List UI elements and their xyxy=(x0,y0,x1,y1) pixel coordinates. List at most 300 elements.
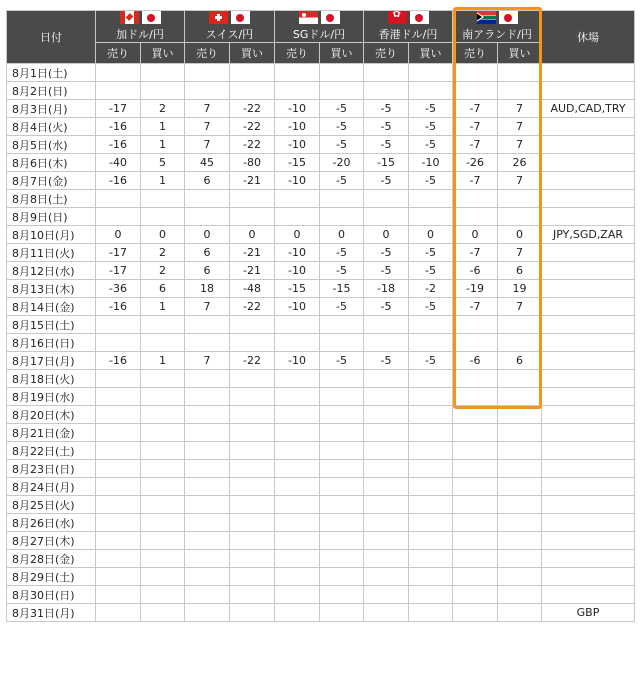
sell-swap-cell xyxy=(275,406,320,424)
sell-swap-cell xyxy=(275,460,320,478)
date-cell: 8月26日(水) xyxy=(7,514,96,532)
buy-swap-cell: 6 xyxy=(141,280,185,298)
buy-swap-cell xyxy=(141,64,185,82)
date-cell: 8月17日(月) xyxy=(7,352,96,370)
buy-swap-cell xyxy=(141,82,185,100)
sell-column-header: 売り xyxy=(364,43,409,64)
sell-swap-cell xyxy=(275,478,320,496)
sell-swap-cell xyxy=(364,316,409,334)
table-row xyxy=(7,442,635,460)
sell-swap-cell xyxy=(453,604,498,622)
pair-label: 香港ドル/円 xyxy=(378,28,438,41)
sell-swap-cell xyxy=(453,532,498,550)
buy-swap-cell: 19 xyxy=(498,280,542,298)
holiday-cell xyxy=(542,154,635,172)
buy-swap-cell xyxy=(141,532,185,550)
sell-swap-cell xyxy=(275,82,320,100)
sell-swap-cell xyxy=(185,424,230,442)
sell-swap-cell: -26 xyxy=(453,154,498,172)
pair-flags xyxy=(275,11,363,24)
buy-swap-cell: -5 xyxy=(320,262,364,280)
sell-swap-cell xyxy=(96,442,141,460)
buy-swap-cell xyxy=(230,586,275,604)
sell-swap-cell xyxy=(96,388,141,406)
date-cell: 8月6日(木) xyxy=(7,154,96,172)
sell-swap-cell xyxy=(185,406,230,424)
pair-label: スイス/円 xyxy=(205,28,254,41)
japan-flag-icon xyxy=(410,11,429,24)
sell-swap-cell xyxy=(275,514,320,532)
sell-swap-cell xyxy=(96,532,141,550)
sell-swap-cell xyxy=(96,316,141,334)
buy-swap-cell xyxy=(409,514,453,532)
buy-swap-cell xyxy=(320,604,364,622)
sell-swap-cell xyxy=(275,424,320,442)
buy-swap-cell xyxy=(320,478,364,496)
buy-swap-cell: 7 xyxy=(498,136,542,154)
sell-swap-cell xyxy=(96,424,141,442)
sell-swap-cell xyxy=(453,496,498,514)
table-row xyxy=(7,514,635,532)
buy-swap-cell xyxy=(230,514,275,532)
date-cell: 8月31日(月) xyxy=(7,604,96,622)
sell-swap-cell xyxy=(275,604,320,622)
holiday-cell xyxy=(542,64,635,82)
sell-swap-cell xyxy=(275,208,320,226)
sell-swap-cell xyxy=(453,334,498,352)
sell-swap-cell xyxy=(364,334,409,352)
sell-swap-cell xyxy=(453,190,498,208)
sell-swap-cell xyxy=(364,370,409,388)
sell-swap-cell xyxy=(453,586,498,604)
sell-swap-cell: -16 xyxy=(96,298,141,316)
holiday-cell xyxy=(542,208,635,226)
buy-swap-cell xyxy=(230,532,275,550)
sell-swap-cell: -15 xyxy=(275,154,320,172)
sell-swap-cell: -36 xyxy=(96,280,141,298)
buy-swap-cell xyxy=(320,514,364,532)
buy-swap-cell xyxy=(498,406,542,424)
buy-swap-cell xyxy=(498,190,542,208)
pair-label: 南アランド/円 xyxy=(462,28,532,41)
pair-flags xyxy=(185,11,274,24)
sell-swap-cell xyxy=(453,82,498,100)
table-row xyxy=(7,226,635,244)
buy-swap-cell: -5 xyxy=(320,118,364,136)
buy-swap-cell xyxy=(498,316,542,334)
sell-swap-cell: -15 xyxy=(275,280,320,298)
buy-swap-cell: 1 xyxy=(141,172,185,190)
sell-swap-cell: 7 xyxy=(185,118,230,136)
buy-swap-cell xyxy=(230,496,275,514)
buy-swap-cell xyxy=(141,388,185,406)
sell-swap-cell xyxy=(275,316,320,334)
buy-swap-cell: 7 xyxy=(498,244,542,262)
pair-label: SGドル/円 xyxy=(292,28,346,41)
sell-swap-cell xyxy=(275,334,320,352)
sell-swap-cell xyxy=(364,424,409,442)
buy-swap-cell xyxy=(498,82,542,100)
table-row xyxy=(7,316,635,334)
sell-swap-cell xyxy=(185,496,230,514)
buy-swap-cell xyxy=(141,370,185,388)
sell-swap-cell xyxy=(96,208,141,226)
sell-swap-cell xyxy=(185,550,230,568)
sell-swap-cell xyxy=(96,370,141,388)
sell-swap-cell xyxy=(453,442,498,460)
sell-swap-cell: 7 xyxy=(185,100,230,118)
holiday-cell: JPY,SGD,ZAR xyxy=(542,226,635,244)
sell-swap-cell xyxy=(185,82,230,100)
sell-swap-cell: -10 xyxy=(275,136,320,154)
buy-swap-cell xyxy=(409,208,453,226)
sell-swap-cell: -17 xyxy=(96,262,141,280)
sell-swap-cell: 0 xyxy=(185,226,230,244)
holiday-cell xyxy=(542,370,635,388)
sell-swap-cell: -16 xyxy=(96,136,141,154)
date-cell: 8月22日(土) xyxy=(7,442,96,460)
sell-swap-cell xyxy=(364,406,409,424)
table-row xyxy=(7,586,635,604)
sell-swap-cell xyxy=(96,496,141,514)
date-cell: 8月12日(水) xyxy=(7,262,96,280)
table-row xyxy=(7,82,635,100)
date-cell: 8月18日(火) xyxy=(7,370,96,388)
holiday-cell xyxy=(542,532,635,550)
sell-swap-cell xyxy=(364,460,409,478)
sell-swap-cell xyxy=(185,388,230,406)
buy-swap-cell xyxy=(498,514,542,532)
buy-swap-cell xyxy=(141,334,185,352)
pair-flags xyxy=(453,11,541,24)
sell-swap-cell: 7 xyxy=(185,136,230,154)
date-cell: 8月10日(月) xyxy=(7,226,96,244)
table-row xyxy=(7,244,635,262)
buy-swap-cell xyxy=(498,208,542,226)
date-cell: 8月13日(木) xyxy=(7,280,96,298)
buy-swap-cell: 5 xyxy=(141,154,185,172)
sell-swap-cell xyxy=(453,424,498,442)
buy-swap-cell xyxy=(409,586,453,604)
sell-column-header: 売り xyxy=(275,43,320,64)
sell-swap-cell: -7 xyxy=(453,172,498,190)
buy-swap-cell: -5 xyxy=(320,100,364,118)
buy-swap-cell: -5 xyxy=(409,298,453,316)
buy-swap-cell xyxy=(141,424,185,442)
table-row xyxy=(7,460,635,478)
buy-swap-cell: -5 xyxy=(409,118,453,136)
buy-swap-cell: 0 xyxy=(409,226,453,244)
buy-swap-cell xyxy=(498,550,542,568)
switzerland-flag-icon xyxy=(209,11,228,24)
sell-swap-cell: -10 xyxy=(275,352,320,370)
sell-swap-cell xyxy=(96,550,141,568)
sell-swap-cell: -5 xyxy=(364,262,409,280)
buy-swap-cell xyxy=(409,532,453,550)
table-row xyxy=(7,370,635,388)
date-cell: 8月29日(土) xyxy=(7,568,96,586)
table-row xyxy=(7,424,635,442)
sell-swap-cell: 7 xyxy=(185,298,230,316)
buy-swap-cell xyxy=(230,370,275,388)
buy-swap-cell: 2 xyxy=(141,100,185,118)
date-cell: 8月1日(土) xyxy=(7,64,96,82)
sell-swap-cell: -5 xyxy=(364,136,409,154)
buy-swap-cell xyxy=(230,478,275,496)
buy-swap-cell xyxy=(230,82,275,100)
pair-header xyxy=(96,11,185,43)
buy-swap-cell xyxy=(320,406,364,424)
buy-swap-cell xyxy=(409,568,453,586)
sell-swap-cell xyxy=(185,208,230,226)
buy-swap-cell: -5 xyxy=(409,100,453,118)
japan-flag-icon xyxy=(142,11,161,24)
sell-swap-cell xyxy=(364,64,409,82)
buy-swap-cell xyxy=(320,442,364,460)
sell-swap-cell xyxy=(453,406,498,424)
date-cell: 8月14日(金) xyxy=(7,298,96,316)
sell-swap-cell xyxy=(185,568,230,586)
pair-label: 加ドル/円 xyxy=(116,28,164,41)
sell-swap-cell xyxy=(364,514,409,532)
buy-swap-cell xyxy=(498,460,542,478)
sell-swap-cell: -5 xyxy=(364,352,409,370)
sell-swap-cell xyxy=(275,64,320,82)
buy-swap-cell xyxy=(141,208,185,226)
buy-swap-cell xyxy=(498,586,542,604)
sell-swap-cell xyxy=(275,388,320,406)
sell-swap-cell: -6 xyxy=(453,262,498,280)
buy-swap-cell xyxy=(498,334,542,352)
table-row xyxy=(7,550,635,568)
sell-swap-cell xyxy=(96,334,141,352)
buy-swap-cell xyxy=(141,460,185,478)
table-row xyxy=(7,478,635,496)
buy-column-header: 買い xyxy=(320,43,364,64)
date-cell: 8月4日(火) xyxy=(7,118,96,136)
holiday-cell xyxy=(542,460,635,478)
buy-swap-cell xyxy=(320,424,364,442)
sell-column-header: 売り xyxy=(96,43,141,64)
buy-swap-cell: -5 xyxy=(320,298,364,316)
table-row xyxy=(7,334,635,352)
holiday-column-header: 休場 xyxy=(542,11,635,64)
sell-column-header: 売り xyxy=(185,43,230,64)
buy-swap-cell: 2 xyxy=(141,262,185,280)
holiday-cell xyxy=(542,118,635,136)
sell-swap-cell xyxy=(275,550,320,568)
sell-swap-cell xyxy=(364,550,409,568)
buy-swap-cell xyxy=(230,604,275,622)
date-cell: 8月25日(火) xyxy=(7,496,96,514)
table-row xyxy=(7,604,635,622)
table-row xyxy=(7,280,635,298)
holiday-cell xyxy=(542,586,635,604)
sell-swap-cell xyxy=(453,370,498,388)
sell-swap-cell xyxy=(275,568,320,586)
sell-swap-cell xyxy=(185,370,230,388)
buy-swap-cell: -21 xyxy=(230,172,275,190)
buy-swap-cell: -5 xyxy=(320,352,364,370)
buy-swap-cell: 7 xyxy=(498,298,542,316)
buy-swap-cell xyxy=(141,190,185,208)
holiday-cell xyxy=(542,316,635,334)
buy-swap-cell xyxy=(409,370,453,388)
sell-swap-cell xyxy=(275,496,320,514)
sell-swap-cell xyxy=(453,316,498,334)
pair-header xyxy=(275,11,364,43)
table-header xyxy=(7,11,635,64)
buy-swap-cell: 0 xyxy=(498,226,542,244)
date-cell: 8月7日(金) xyxy=(7,172,96,190)
holiday-cell xyxy=(542,280,635,298)
buy-swap-cell xyxy=(409,334,453,352)
buy-swap-cell: -5 xyxy=(409,262,453,280)
sell-swap-cell: -18 xyxy=(364,280,409,298)
buy-swap-cell xyxy=(230,442,275,460)
table-row xyxy=(7,568,635,586)
date-cell: 8月30日(日) xyxy=(7,586,96,604)
buy-swap-cell: 7 xyxy=(498,118,542,136)
sell-swap-cell: -16 xyxy=(96,118,141,136)
buy-swap-cell xyxy=(409,424,453,442)
sell-swap-cell: -10 xyxy=(275,298,320,316)
sell-swap-cell: -10 xyxy=(275,100,320,118)
buy-swap-cell xyxy=(409,190,453,208)
buy-swap-cell xyxy=(141,550,185,568)
hongkong-flag-icon xyxy=(388,11,407,24)
holiday-cell xyxy=(542,190,635,208)
date-cell: 8月8日(土) xyxy=(7,190,96,208)
sell-swap-cell xyxy=(185,532,230,550)
buy-swap-cell xyxy=(409,604,453,622)
buy-swap-cell xyxy=(230,550,275,568)
swap-table xyxy=(6,10,635,622)
buy-swap-cell xyxy=(230,460,275,478)
buy-swap-cell xyxy=(320,334,364,352)
sell-swap-cell: -7 xyxy=(453,136,498,154)
sell-swap-cell xyxy=(453,514,498,532)
date-cell: 8月9日(日) xyxy=(7,208,96,226)
buy-swap-cell: -5 xyxy=(320,136,364,154)
holiday-cell xyxy=(542,514,635,532)
buy-swap-cell xyxy=(230,208,275,226)
table-row xyxy=(7,208,635,226)
sell-swap-cell xyxy=(275,442,320,460)
buy-swap-cell xyxy=(320,460,364,478)
japan-flag-icon xyxy=(231,11,250,24)
date-cell: 8月16日(日) xyxy=(7,334,96,352)
sell-swap-cell: -5 xyxy=(364,298,409,316)
sell-swap-cell: -7 xyxy=(453,100,498,118)
buy-swap-cell xyxy=(409,496,453,514)
sell-swap-cell xyxy=(96,64,141,82)
buy-column-header: 買い xyxy=(230,43,275,64)
holiday-cell xyxy=(542,550,635,568)
buy-swap-cell xyxy=(409,550,453,568)
buy-column-header: 買い xyxy=(498,43,542,64)
sell-swap-cell: 6 xyxy=(185,244,230,262)
buy-swap-cell: 0 xyxy=(320,226,364,244)
holiday-cell xyxy=(542,172,635,190)
holiday-cell xyxy=(542,82,635,100)
date-cell: 8月11日(火) xyxy=(7,244,96,262)
sell-swap-cell: 6 xyxy=(185,262,230,280)
buy-swap-cell: -21 xyxy=(230,262,275,280)
buy-swap-cell xyxy=(320,586,364,604)
buy-swap-cell xyxy=(409,478,453,496)
date-cell: 8月5日(水) xyxy=(7,136,96,154)
date-cell: 8月27日(木) xyxy=(7,532,96,550)
sell-swap-cell xyxy=(96,568,141,586)
sell-swap-cell xyxy=(96,604,141,622)
buy-swap-cell: 7 xyxy=(498,172,542,190)
table-row xyxy=(7,406,635,424)
buy-swap-cell: -5 xyxy=(409,172,453,190)
buy-swap-cell xyxy=(498,64,542,82)
buy-swap-cell: -10 xyxy=(409,154,453,172)
buy-swap-cell xyxy=(409,406,453,424)
sell-swap-cell: -40 xyxy=(96,154,141,172)
buy-swap-cell: -22 xyxy=(230,118,275,136)
sell-swap-cell xyxy=(453,478,498,496)
table-row xyxy=(7,154,635,172)
table-row xyxy=(7,496,635,514)
buy-swap-cell xyxy=(230,388,275,406)
date-cell: 8月21日(金) xyxy=(7,424,96,442)
sell-swap-cell: -7 xyxy=(453,298,498,316)
sell-swap-cell xyxy=(185,190,230,208)
buy-swap-cell: -22 xyxy=(230,100,275,118)
pair-header xyxy=(364,11,453,43)
sell-swap-cell: -10 xyxy=(275,172,320,190)
pair-header xyxy=(453,11,542,43)
sell-swap-cell: -5 xyxy=(364,118,409,136)
sell-swap-cell: -7 xyxy=(453,244,498,262)
pair-flags xyxy=(364,11,452,24)
sell-swap-cell xyxy=(364,388,409,406)
table-row xyxy=(7,172,635,190)
date-cell: 8月28日(金) xyxy=(7,550,96,568)
sell-swap-cell: 0 xyxy=(96,226,141,244)
buy-swap-cell: -22 xyxy=(230,298,275,316)
buy-swap-cell: -15 xyxy=(320,280,364,298)
buy-swap-cell: 26 xyxy=(498,154,542,172)
date-cell: 8月15日(土) xyxy=(7,316,96,334)
sell-swap-cell xyxy=(453,388,498,406)
buy-swap-cell xyxy=(409,316,453,334)
sell-swap-cell xyxy=(185,604,230,622)
buy-swap-cell: -5 xyxy=(409,136,453,154)
holiday-cell xyxy=(542,442,635,460)
sell-swap-cell xyxy=(364,532,409,550)
table-row xyxy=(7,262,635,280)
holiday-cell xyxy=(542,478,635,496)
buy-swap-cell xyxy=(409,460,453,478)
sell-swap-cell: -16 xyxy=(96,352,141,370)
holiday-cell xyxy=(542,244,635,262)
sell-swap-cell xyxy=(275,586,320,604)
holiday-cell xyxy=(542,352,635,370)
holiday-cell xyxy=(542,136,635,154)
sell-swap-cell: -5 xyxy=(364,172,409,190)
sell-swap-cell: 7 xyxy=(185,352,230,370)
buy-swap-cell xyxy=(320,388,364,406)
buy-swap-cell xyxy=(141,568,185,586)
sell-swap-cell xyxy=(364,604,409,622)
buy-swap-cell xyxy=(498,478,542,496)
holiday-cell xyxy=(542,424,635,442)
